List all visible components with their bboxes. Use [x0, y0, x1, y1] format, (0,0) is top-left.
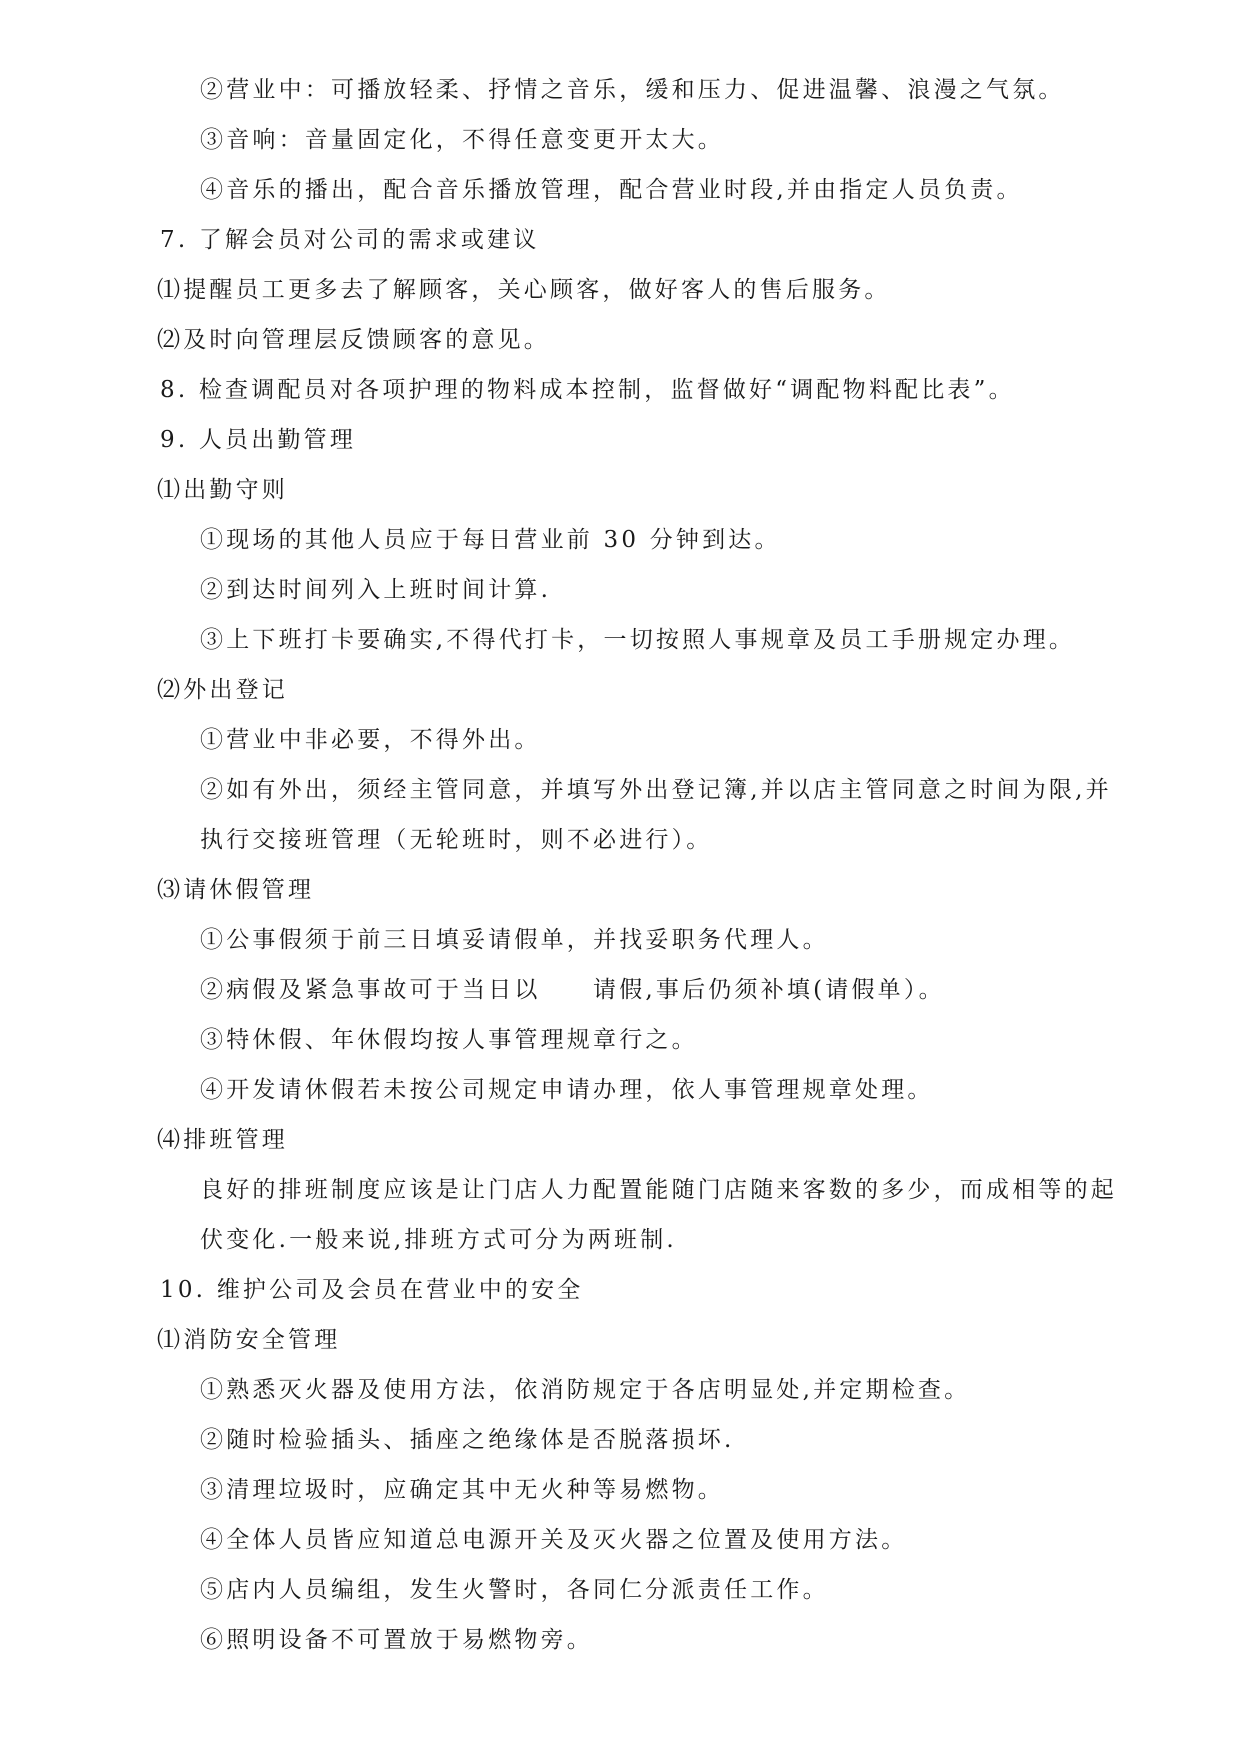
list-item: ④全体人员皆应知道总电源开关及灭火器之位置及使用方法。 [200, 1527, 908, 1553]
list-item: ⑤店内人员编组，发生火警时，各同仁分派责任工作。 [200, 1577, 829, 1603]
section-heading: 7. 了解会员对公司的需求或建议 [160, 227, 540, 253]
list-item: ①现场的其他人员应于每日营业前 30 分钟到达。 [200, 527, 781, 553]
paragraph-continuation: 伏变化.一般来说,排班方式可分为两班制. [200, 1227, 677, 1253]
paragraph: 良好的排班制度应该是让门店人力配置能随门店随来客数的多少，而成相等的起 [200, 1177, 1117, 1203]
subsection-heading: ⑴出勤守则 [157, 477, 288, 503]
subsection-item: ⑵及时向管理层反馈顾客的意见。 [157, 327, 550, 353]
subsection-heading: ⑶请休假管理 [157, 877, 315, 903]
list-item: ③上下班打卡要确实,不得代打卡，一切按照人事规章及员工手册规定办理。 [200, 627, 1076, 653]
section-heading: 10. 维护公司及会员在营业中的安全 [160, 1277, 584, 1303]
list-item: ①熟悉灭火器及使用方法，依消防规定于各店明显处,并定期检查。 [200, 1377, 971, 1403]
list-item: ①营业中非必要，不得外出。 [200, 727, 541, 753]
list-item: ③清理垃圾时，应确定其中无火种等易燃物。 [200, 1477, 724, 1503]
list-item: ⑥照明设备不可置放于易燃物旁。 [200, 1627, 593, 1653]
list-item: ②病假及紧急事故可于当日以 请假,事后仍须补填(请假单）。 [200, 977, 945, 1003]
list-item: ③特休假、年休假均按人事管理规章行之。 [200, 1027, 698, 1053]
section-heading: 8. 检查调配员对各项护理的物料成本控制，监督做好“调配物料配比表”。 [160, 377, 1015, 403]
text-line: ④音乐的播出，配合音乐播放管理，配合营业时段,并由指定人员负责。 [200, 177, 1023, 203]
list-item: ②到达时间列入上班时间计算. [200, 577, 552, 603]
list-item: ②随时检验插头、插座之绝缘体是否脱落损坏. [200, 1427, 735, 1453]
subsection-item: ⑴提醒员工更多去了解顾客，关心顾客，做好客人的售后服务。 [157, 277, 891, 303]
subsection-heading: ⑴消防安全管理 [157, 1327, 341, 1353]
list-item: ①公事假须于前三日填妥请假单，并找妥职务代理人。 [200, 927, 829, 953]
subsection-heading: ⑵外出登记 [157, 677, 288, 703]
list-item-continuation: 执行交接班管理（无轮班时，则不必进行）。 [200, 827, 713, 853]
section-heading: 9. 人员出勤管理 [160, 427, 357, 453]
list-item: ④开发请休假若未按公司规定申请办理，依人事管理规章处理。 [200, 1077, 934, 1103]
text-line: ②营业中：可播放轻柔、抒情之音乐，缓和压力、促进温馨、浪漫之气氛。 [200, 77, 1065, 103]
subsection-heading: ⑷排班管理 [157, 1127, 288, 1153]
list-item: ②如有外出，须经主管同意，并填写外出登记簿,并以店主管同意之时间为限,并 [200, 777, 1112, 803]
text-line: ③音响：音量固定化，不得任意变更开太大。 [200, 127, 724, 153]
